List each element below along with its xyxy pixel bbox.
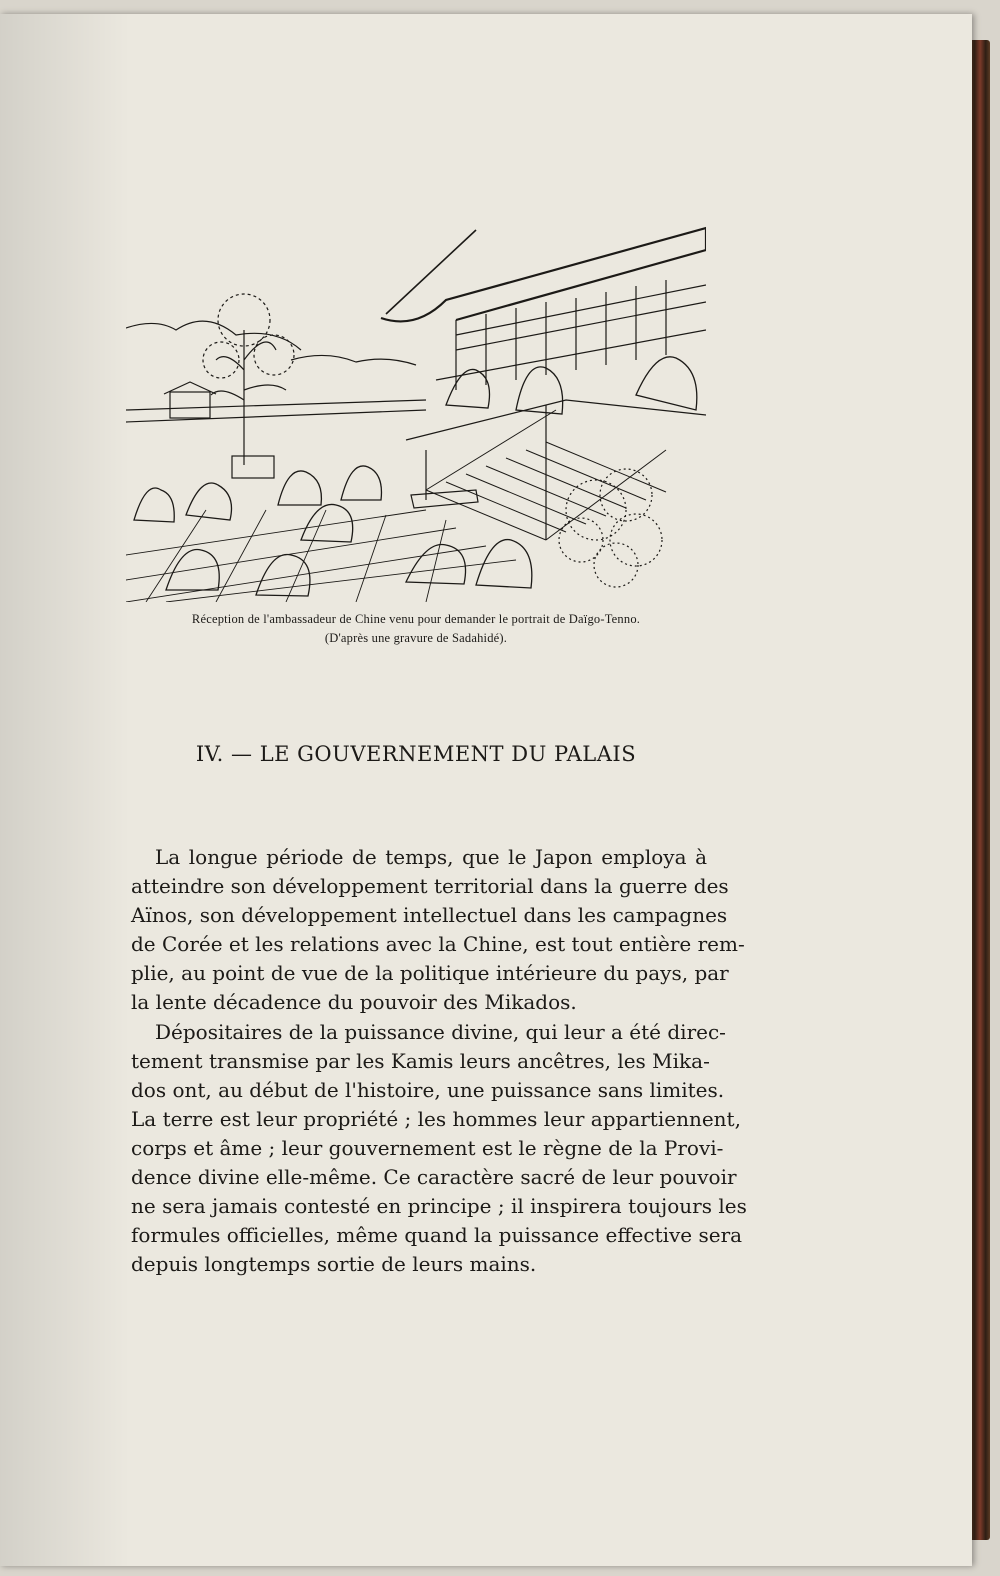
- chapter-title: IV. — LE GOUVERNEMENT DU PALAIS: [195, 742, 637, 766]
- text-line: atteindre son développement territorial dans la guerre des: [131, 874, 729, 899]
- text-line: ne sera jamais contesté en principe ; il inspirera toujours les: [131, 1194, 747, 1219]
- text-line: Aïnos, son développement intellectuel dans les campagnes: [131, 903, 728, 928]
- text-line: tement transmise par les Kamis leurs ancêtres, les Mika-: [131, 1048, 710, 1073]
- text-line: formules officielles, même quand la puissance effective sera: [131, 1223, 743, 1248]
- text-line: la lente décadence du pouvoir des Mikados.: [131, 990, 577, 1015]
- text-line: dence divine elle-même. Ce caractère sacré de leur pouvoir: [131, 1165, 737, 1190]
- text-line: corps et âme ; leur gouvernement est le règne de la Provi-: [131, 1135, 724, 1160]
- caption-line-2: (D'après une gravure de Sadahidé).: [324, 631, 508, 645]
- text-line: plie, au point de vue de la politique intérieure du pays, par: [131, 961, 729, 986]
- text-line: de Corée et les relations avec la Chine, est tout entière rem-: [131, 932, 745, 957]
- paragraph-1: [131, 843, 745, 1018]
- book-page: [0, 14, 972, 1566]
- engraving-illustration: [126, 210, 706, 602]
- illustration-caption: [126, 610, 706, 648]
- text-line: La terre est leur propriété ; les hommes leur appartiennent,: [131, 1106, 741, 1131]
- body-text: [131, 843, 747, 1279]
- paragraph-2: [131, 1018, 747, 1280]
- text-line: La longue période de temps, que le Japon employa à: [155, 845, 707, 869]
- text-line: depuis longtemps sortie de leurs mains.: [131, 1252, 537, 1277]
- text-line: Dépositaires de la puissance divine, qui leur a été direc-: [155, 1019, 726, 1044]
- text-line: dos ont, au début de l'histoire, une puissance sans limites.: [131, 1077, 725, 1102]
- caption-line-1: Réception de l'ambassadeur de Chine venu pour demander le portrait de Daïgo-Tenno.: [191, 612, 641, 626]
